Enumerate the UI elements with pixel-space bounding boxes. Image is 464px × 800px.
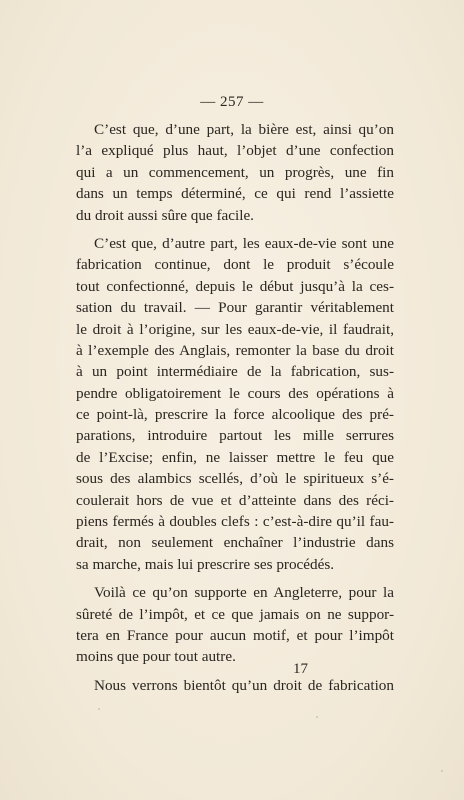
text-line: tout confectionné, depuis le début jusqu’à la ces-	[76, 277, 394, 295]
text-line: sûreté de l’impôt, et ce que jamais on ne suppor-	[76, 605, 394, 623]
text-line: drait, non seulement enchaîner l’industrie dans	[76, 534, 394, 552]
text-line: moins que pour tout autre.	[76, 648, 236, 666]
text-line: sa marche, mais lui prescrire ses procédés.	[76, 555, 335, 573]
text-line: piens fermés à doubles clefs : c’est-à-dire qu’il fau-	[76, 513, 394, 531]
paper-speck	[441, 770, 443, 772]
text-line: C’est que, d’une part, la bière est, ainsi qu’on	[94, 121, 394, 138]
text-line: fabrication continue, dont le produit s’écoule	[76, 256, 394, 274]
paragraph-4	[76, 675, 394, 696]
text-line: tera en France pour aucun motif, et pour l’impôt	[76, 626, 394, 644]
text-line: à un point intermédiaire de la fabrication, sus-	[76, 363, 394, 381]
text-line: pendre obligatoirement le cours des opérations à	[76, 384, 394, 402]
text-line: ce point-là, prescrire la force alcoolique des pré-	[76, 406, 394, 424]
paper-speck	[98, 708, 100, 710]
paragraph-1	[76, 119, 394, 226]
text-line: sation du travail. — Pour garantir véritablement	[76, 299, 394, 317]
text-line: Nous verrons bientôt qu’un droit de fabrication	[94, 676, 394, 694]
text-line: l’a expliqué plus haut, l’objet d’une confection	[76, 142, 394, 160]
text-line: dans un temps déterminé, ce qui rend l’assiette	[76, 185, 394, 203]
text-line: le droit à l’origine, sur les eaux-de-vie, il faudrait,	[76, 320, 394, 338]
paper-speck	[316, 716, 318, 718]
text-line: qui a un commencement, un progrès, une fin	[76, 163, 394, 181]
text-line: Voilà ce qu’on supporte en Angleterre, pour la	[94, 584, 394, 602]
text-line: C’est que, d’autre part, les eaux-de-vie sont une	[94, 234, 394, 252]
text-line: sous des alambics scellés, d’où le spiritueux s’é-	[76, 470, 394, 488]
body-text	[76, 119, 394, 696]
text-line: à l’exemple des Anglais, remonter la base du droit	[76, 341, 394, 359]
page-number: — 257 —	[200, 94, 264, 110]
text-line: de l’Excise; enfin, ne laisser mettre le feu que	[76, 448, 394, 466]
text-line: du droit aussi sûre que facile.	[76, 206, 254, 224]
text-line: coulerait hors de vue et d’atteinte dans des réci-	[76, 491, 394, 509]
paragraph-3	[76, 582, 394, 668]
signature-mark: 17	[293, 661, 308, 677]
text-line: parations, introduire partout les mille serrures	[76, 427, 394, 445]
paragraph-2	[76, 233, 394, 575]
